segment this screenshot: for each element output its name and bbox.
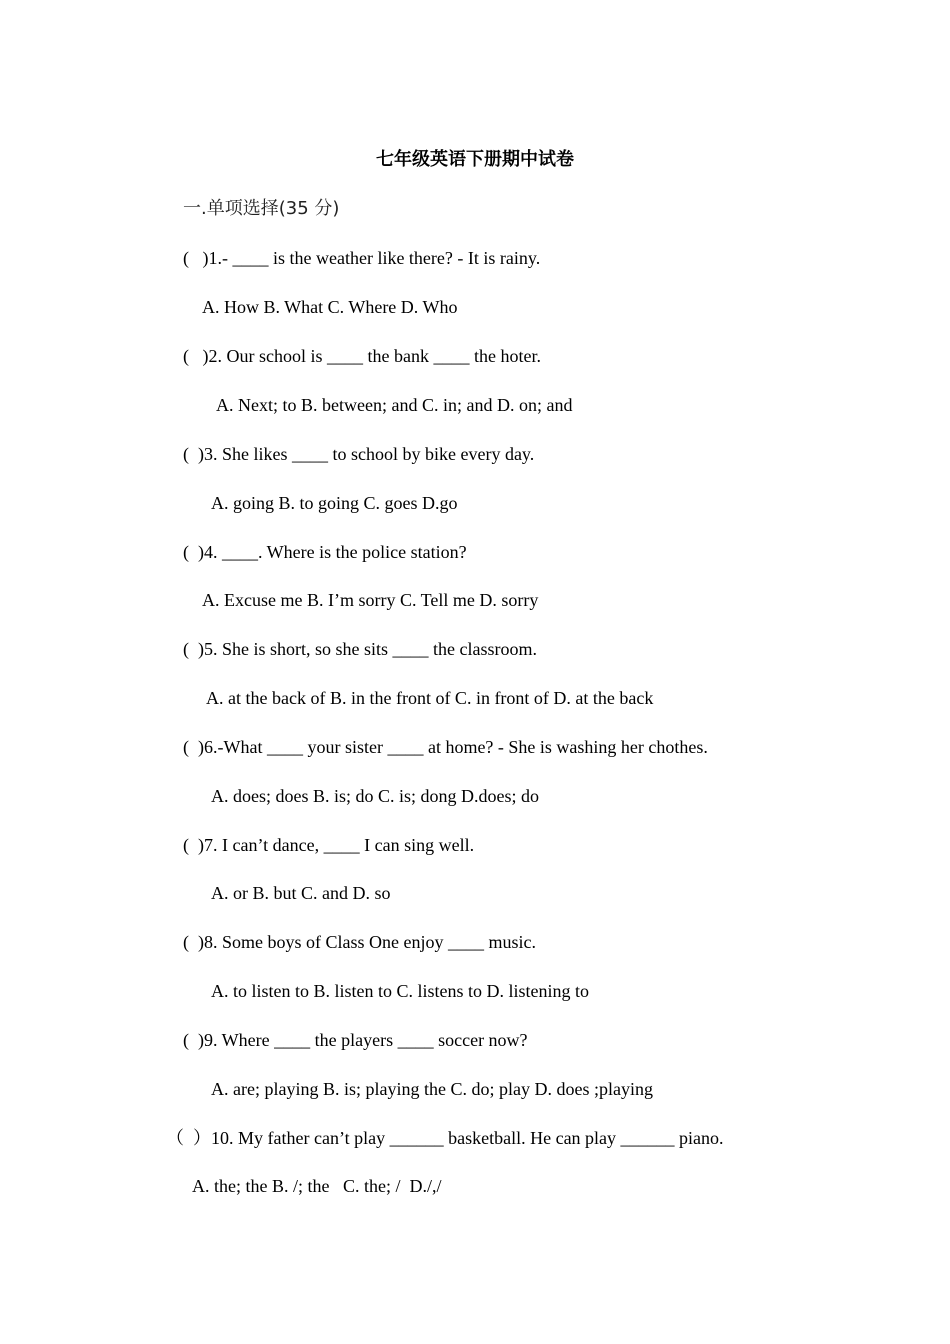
question-6-stem: ( )6.-What ____ your sister ____ at home? - She is washing her chothes. — [183, 737, 708, 757]
question-1-options: A. How B. What C. Where D. Who — [202, 297, 458, 317]
question-9-stem: ( )9. Where ____ the players ____ soccer now? — [183, 1030, 528, 1050]
question-8-options: A. to listen to B. listen to C. listens to D. listening to — [211, 981, 590, 1001]
question-10-options: A. the; the B. /; the C. the; / D./,/ — [192, 1176, 442, 1196]
question-10-stem: （ ）10. My father can’t play ______ basketball. He can play ______ piano. — [166, 1128, 724, 1148]
question-9-options: A. are; playing B. is; playing the C. do; play D. does ;playing — [211, 1079, 653, 1099]
question-2-options: A. Next; to B. between; and C. in; and D. on; and — [216, 395, 573, 415]
question-5-options: A. at the back of B. in the front of C. in front of D. at the back — [206, 688, 654, 708]
question-8-stem: ( )8. Some boys of Class One enjoy ____ music. — [183, 932, 536, 952]
section-heading: 一.单项选择(35 分) — [183, 198, 340, 219]
question-4-options: A. Excuse me B. I’m sorry C. Tell me D. sorry — [202, 590, 539, 610]
question-4-stem: ( )4. ____. Where is the police station? — [183, 542, 467, 562]
question-7-options: A. or B. but C. and D. so — [211, 883, 391, 903]
question-1-stem: ( )1.- ____ is the weather like there? - It is rainy. — [183, 248, 541, 268]
question-3-stem: ( )3. She likes ____ to school by bike every day. — [183, 444, 535, 464]
page-title: 七年级英语下册期中试卷 — [376, 149, 574, 170]
question-6-options: A. does; does B. is; do C. is; dong D.does; do — [211, 786, 540, 806]
question-5-stem: ( )5. She is short, so she sits ____ the classroom. — [183, 639, 537, 659]
question-7-stem: ( )7. I can’t dance, ____ I can sing well. — [183, 835, 475, 855]
question-3-options: A. going B. to going C. goes D.go — [211, 493, 458, 513]
question-2-stem: ( )2. Our school is ____ the bank ____ the hoter. — [183, 346, 541, 366]
